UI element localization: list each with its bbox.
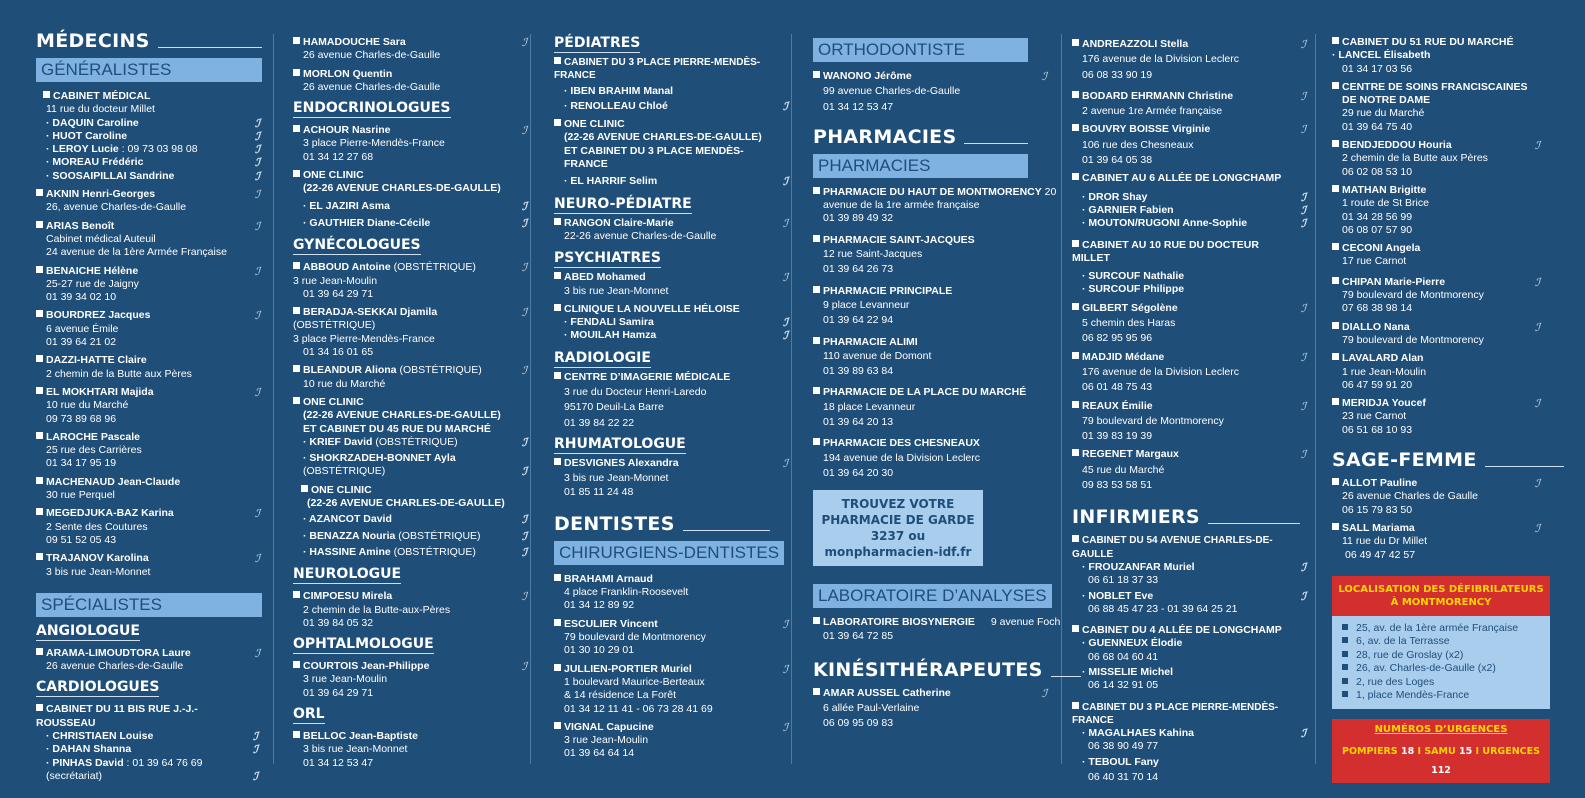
entry-laboratory: LABORATOIRE BIOSYNERGIE 9 avenue Foch 01 39 64 72 85 xyxy=(813,616,1053,643)
accessibility-icon: ℐ xyxy=(254,219,260,233)
entry-doctor: MACHENAUD Jean-Claude 30 rue Perquel xyxy=(36,476,262,503)
accessibility-icon: ℐ xyxy=(254,309,260,323)
accessibility-icon: ℐ xyxy=(521,590,527,604)
entry-kine: BOUVRY BOISSE Virginie 106 rue des Chesneaux 01 39 64 05 38 ℐ xyxy=(1072,123,1308,167)
defibrillator-location: 6, av. de la Terrasse xyxy=(1342,635,1540,649)
entry-pharmacy: PHARMACIE SAINT-JACQUES 12 rue Saint-Jacques 01 39 64 26 73 xyxy=(813,234,1053,277)
entry-dentist: BRAHAMI Arnaud 4 place Franklin-Roosevelt 01 34 12 89 92 xyxy=(554,573,790,613)
member: · LEROY Lucie : 09 73 03 98 08 ℐ xyxy=(43,143,246,156)
accessibility-icon: ℐ xyxy=(1300,38,1306,51)
section-title-infirmiers: INFIRMIERS xyxy=(1072,506,1300,528)
accessibility-icon: ℐ xyxy=(254,143,260,157)
accessibility-icon: ℐ xyxy=(1300,589,1306,603)
column-6 xyxy=(1332,36,1560,783)
entry-doctor: CIMPOESU Mirela 2 chemin de la Butte-aux-Pères 01 39 84 05 32 ℐ xyxy=(293,590,529,630)
column-4 xyxy=(813,38,1061,736)
accessibility-icon: ℐ xyxy=(782,271,788,285)
entry-doctor: ARAMA-LIMOUDTORA Laure 26 avenue Charles-de-Gaulle ℐ xyxy=(36,647,262,674)
band-orthodontiste: ORTHODONTISTE xyxy=(813,38,1028,62)
accessibility-icon: ℐ xyxy=(521,529,527,543)
accessibility-icon: ℐ xyxy=(1300,203,1306,217)
entry-midwife: ALLOT Pauline 26 avenue Charles de Gaulle 06 15 79 83 50 ℐ xyxy=(1332,477,1560,517)
accessibility-icon: ℐ xyxy=(521,261,527,275)
entry-doctor: BERADJA-SEKKAI Djamila (OBSTÉTRIQUE) 3 place Pierre-Mendès-France 01 34 16 01 65 ℐ xyxy=(293,306,527,359)
entry-cabinet-cardio: CABINET DU 11 BIS RUE J.-J.-ROUSSEAU · CHRISTIAEN Louise ℐ · DAHAN Shanna ℐ · PINHAS David : 01 39 64 76 69 (secrétariat) ℐ xyxy=(36,703,262,783)
section-title-pharmacies: PHARMACIES xyxy=(813,126,1028,148)
entry-clinic: CLINIQUE LA NOUVELLE HÉLOISE · FENDALI Samira ℐ · MOUILAH Hamza ℐ xyxy=(554,303,790,343)
entry-kine: GILBERT Ségolène 5 chemin des Haras 06 82 95 95 96 ℐ xyxy=(1072,302,1308,346)
entry-nurse: DIALLO Nana 79 boulevard de Montmorency ℐ xyxy=(1332,321,1560,348)
entry-pharmacy: PHARMACIE DU HAUT DE MONTMORENCY 20 avenue de la 1re armée française 01 39 89 49 32 xyxy=(813,186,1053,226)
accessibility-icon: ℐ xyxy=(1300,350,1306,364)
entry-dentist: VIGNAL Capucine 3 rue Jean-Moulin 01 39 64 64 14 ℐ xyxy=(554,721,790,761)
subsection-gynecologues: GYNÉCOLOGUES xyxy=(293,237,421,254)
accessibility-icon: ℐ xyxy=(782,617,788,631)
accessibility-icon: ℐ xyxy=(254,264,260,278)
accessibility-icon: ℐ xyxy=(254,188,260,202)
entry-doctor: EL MOKHTARI Majida 10 rue du Marché 09 73 89 68 96 ℐ xyxy=(36,386,262,426)
entry-pharmacy: PHARMACIE PRINCIPALE 9 place Levanneur 01 39 64 22 94 xyxy=(813,285,1053,328)
entry-kine: REGENET Margaux 45 rue du Marché 09 83 53 58 51 ℐ xyxy=(1072,448,1308,492)
pharmacie-de-garde-callout: TROUVEZ VOTRE PHARMACIE DE GARDE 3237 ou monpharmacien-idf.fr xyxy=(813,490,983,566)
accessibility-icon: ℐ xyxy=(1534,139,1540,153)
subsection-psychiatres: PSYCHIATRES xyxy=(554,250,661,267)
defibrillator-location: 1, place Mendès-France xyxy=(1342,689,1540,703)
entry-nurse: CECONI Angela 17 rue Carnot xyxy=(1332,242,1560,269)
entry-clinic: ONE CLINIC (22-26 AVENUE CHARLES-DE-GAULLE) · EL JAZIRI Asma ℐ · GAUTHIER Diane-Cécile ℐ xyxy=(293,169,529,230)
entry-doctor: RANGON Claire-Marie 22-26 avenue Charles-de-Gaulle ℐ xyxy=(554,217,790,244)
section-title-medecins: MÉDECINS xyxy=(36,30,262,52)
subsection-neurologue: NEUROLOGUE xyxy=(293,566,402,583)
accessibility-icon: ℐ xyxy=(254,156,260,170)
accessibility-icon: ℐ xyxy=(254,116,260,130)
accessibility-icon: ℐ xyxy=(521,216,527,230)
accessibility-icon: ℐ xyxy=(1300,448,1306,462)
accessibility-icon: ℐ xyxy=(254,169,260,183)
accessibility-icon: ℐ xyxy=(521,545,527,559)
accessibility-icon: ℐ xyxy=(1300,560,1306,574)
defibrillator-location: 26, av. Charles-de-Gaulle (x2) xyxy=(1342,662,1540,676)
entry-kine: REAUX Émilie 79 boulevard de Montmorency 01 39 83 19 39 ℐ xyxy=(1072,400,1308,444)
accessibility-icon: ℐ xyxy=(521,435,527,449)
entry-doctor: ARIAS Benoît Cabinet médical Auteuil 24 avenue de la 1ère Armée Française ℐ xyxy=(36,220,262,260)
entry-doctor: BLEANDUR Aliona (OBSTÉTRIQUE) 10 rue du Marché ℐ xyxy=(293,364,529,391)
entry-nurse: LAVALARD Alan 1 rue Jean-Moulin 06 47 59 91 20 xyxy=(1332,352,1560,392)
member: · DAQUIN Caroline ℐ xyxy=(43,117,246,130)
accessibility-icon: ℐ xyxy=(252,729,258,743)
accessibility-icon: ℐ xyxy=(1534,521,1540,535)
accessibility-icon: ℐ xyxy=(254,646,260,660)
entry-centre: CENTRE DE SOINS FRANCISCAINES DE NOTRE DAME 29 rue du Marché 01 39 64 75 40 xyxy=(1332,81,1560,134)
samu-number: 15 xyxy=(1459,745,1473,757)
accessibility-icon: ℐ xyxy=(1300,217,1306,231)
subsection-neuropediatre: NEURO-PÉDIATRE xyxy=(554,195,692,212)
entry-kine: MADJID Médane 176 avenue de la Division Leclerc 06 01 48 75 43 ℐ xyxy=(1072,351,1308,395)
accessibility-icon: ℐ xyxy=(254,552,260,566)
accessibility-icon: ℐ xyxy=(1300,123,1306,137)
entry-doctor: HAMADOUCHE Sara 26 avenue Charles-de-Gaulle ℐ xyxy=(293,36,529,63)
entry-doctor: AKNIN Henri-Georges 26, avenue Charles-de-Gaulle ℐ xyxy=(36,188,262,215)
entry-doctor: ACHOUR Nasrine 3 place Pierre-Mendès-France 01 34 12 27 68 ℐ xyxy=(293,124,529,164)
subsection-ophtalmologue: OPHTALMOLOGUE xyxy=(293,636,434,653)
column-divider xyxy=(791,34,792,764)
subsection-radiologie: RADIOLOGIE xyxy=(554,349,651,366)
entry-kine: ANDREAZZOLI Stella 176 avenue de la Division Leclerc 06 08 33 90 19 ℐ xyxy=(1072,38,1308,82)
entry-nurse: MATHAN Brigitte 1 route de St Brice 01 34 28 56 99 06 08 07 57 90 xyxy=(1332,184,1560,237)
entry-cabinet: CABINET DU 4 ALLÉE DE LONGCHAMP · GUENNEUX Élodie 06 68 04 60 41 · MISSELIE Michel 06 14 32 91 05 xyxy=(1072,624,1308,692)
accessibility-icon: ℐ xyxy=(521,465,527,479)
entry-cabinet: CABINET DU 54 AVENUE CHARLES-DE-GAULLE · FROUZANFAR Muriel ℐ 06 61 18 37 33 · NOBLET Eve ℐ 06 88 45 47 23 - 01 39 64 25 21 xyxy=(1072,534,1308,616)
entry-pharmacy: PHARMACIE DE LA PLACE DU MARCHÉ 18 place Levanneur 01 39 64 20 13 xyxy=(813,386,1053,429)
accessibility-icon: ℐ xyxy=(521,660,527,674)
accessibility-icon: ℐ xyxy=(252,769,258,783)
emergency-numbers-box: NUMÉROS D’URGENCES POMPIERS 18 I SAMU 15 I URGENCES 112 xyxy=(1332,719,1550,783)
subsection-rhumatologue: RHUMATOLOGUE xyxy=(554,435,686,452)
entry-dentist: ESCULIER Vincent 79 boulevard de Montmorency 01 30 10 29 01 ℐ xyxy=(554,618,790,658)
accessibility-icon: ℐ xyxy=(782,216,788,230)
accessibility-icon: ℐ xyxy=(782,99,788,113)
accessibility-icon: ℐ xyxy=(521,513,527,527)
accessibility-icon: ℐ xyxy=(1534,275,1540,289)
entry-midwife: SALL Mariama 11 rue du Dr Millet 06 49 47 42 57 ℐ xyxy=(1332,522,1560,562)
accessibility-icon: ℐ xyxy=(782,316,788,330)
entry-pharmacy: PHARMACIE ALIMI 110 avenue de Domont 01 39 89 63 84 xyxy=(813,336,1053,379)
column-divider xyxy=(1315,34,1316,764)
entry-cabinet: CABINET DU 3 PLACE PIERRE-MENDÈS-FRANCE · IBEN BRAHIM Manal · RENOLLEAU Chloé ℐ xyxy=(554,56,790,113)
accessibility-icon: ℐ xyxy=(254,507,260,521)
entry-kine: BODARD EHRMANN Christine 2 avenue 1re Armée française ℐ xyxy=(1072,90,1308,119)
entry-cabinet-medical: CABINET MÉDICAL 11 rue du docteur Millet · DAQUIN Caroline ℐ · HUOT Caroline ℐ · LEROY Lucie : 09 73 03 98 08 ℐ · MOREAU Frédéric ℐ · SOOSAIPILLAI Sandrine ℐ xyxy=(36,90,262,183)
accessibility-icon: ℐ xyxy=(1300,89,1306,103)
accessibility-icon: ℐ xyxy=(521,364,527,378)
accessibility-icon: ℐ xyxy=(1300,399,1306,413)
entry-doctor: MEGEDJUKA-BAZ Karina 2 Sente des Coutures 09 51 52 05 43 ℐ xyxy=(36,507,262,547)
accessibility-icon: ℐ xyxy=(521,306,527,320)
entry-orthodontist: WANONO Jérôme 99 avenue Charles-de-Gaulle 01 34 12 53 47 ℐ xyxy=(813,70,1053,114)
entry-center: CENTRE D’IMAGERIE MÉDICALE 3 rue du Docteur Henri-Laredo 95170 Deuil-La Barre 01 39 84 22 22 xyxy=(554,371,790,430)
entry-clinic-members: · AZANCOT David ℐ · BENAZZA Nouria (OBSTÉTRIQUE) ℐ · HASSINE Amine (OBSTÉTRIQUE) ℐ xyxy=(293,513,529,559)
entry-clinic: ONE CLINIC (22-26 AVENUE CHARLES-DE-GAULLE) ET CABINET DU 45 RUE DU MARCHÉ · KRIEF David (OBSTÉTRIQUE) ℐ · SHOKRZADEH-BONNET Ayla (OBSTÉTRIQUE) ℐ xyxy=(293,396,529,479)
subsection-endocrinologues: ENDOCRINOLOGUES xyxy=(293,100,451,117)
entry-doctor: LAROCHE Pascale 25 rue des Carrières 01 34 17 95 19 xyxy=(36,431,262,471)
accessibility-icon: ℐ xyxy=(782,662,788,676)
band-pharmacies: PHARMACIES xyxy=(813,154,1028,178)
accessibility-icon: ℐ xyxy=(782,720,788,734)
defibrillator-location: 25, av. de la 1ère armée Française xyxy=(1342,622,1540,636)
column-2 xyxy=(293,36,529,775)
entry-nurse: MERIDJA Youcef 23 rue Carnot 06 51 68 10 93 ℐ xyxy=(1332,397,1560,437)
subsection-pediatres: PÉDIATRES xyxy=(554,35,641,51)
member: · HUOT Caroline ℐ xyxy=(43,130,246,143)
section-title-sage-femme: SAGE-FEMME xyxy=(1332,449,1564,471)
accessibility-icon: ℐ xyxy=(1300,727,1306,741)
entry-doctor: MORLON Quentin 26 avenue Charles-de-Gaulle xyxy=(293,68,529,95)
entry-cabinet: CABINET DU 51 RUE DU MARCHÉ · LANCEL Élisabeth 01 34 17 03 56 xyxy=(1332,36,1560,76)
pompiers-number: 18 xyxy=(1400,745,1415,757)
column-divider xyxy=(1061,34,1062,764)
defibrillator-box xyxy=(1332,576,1550,709)
column-divider xyxy=(273,34,274,764)
accessibility-icon: ℐ xyxy=(1041,686,1047,700)
accessibility-icon: ℐ xyxy=(521,124,527,138)
pharmacie-link[interactable]: monpharmacien-idf.fr xyxy=(824,545,972,560)
entry-cabinet: CABINET AU 10 RUE DU DOCTEUR MILLET · SURCOUF Nathalie · SURCOUF Philippe xyxy=(1072,239,1308,297)
section-title-dentistes: DENTISTES xyxy=(554,513,770,535)
accessibility-icon: ℐ xyxy=(782,175,788,189)
accessibility-icon: ℐ xyxy=(254,129,260,143)
entry-doctor: ABBOUD Antoine (OBSTÉTRIQUE) 3 rue Jean-Moulin 01 39 64 29 71 ℐ xyxy=(293,261,527,300)
defibrillator-list xyxy=(1332,616,1550,709)
entry-doctor: ABED Mohamed 3 bis rue Jean-Monnet ℐ xyxy=(554,271,790,298)
accessibility-icon: ℐ xyxy=(1534,477,1540,491)
entry-nurse: BENDJEDDOU Houria 2 chemin de la Butte aux Pères 06 02 08 53 10 ℐ xyxy=(1332,139,1560,179)
accessibility-icon: ℐ xyxy=(521,36,527,49)
accessibility-icon: ℐ xyxy=(1534,320,1540,334)
accessibility-icon: ℐ xyxy=(521,199,527,213)
entry-doctor: BELLOC Jean-Baptiste 3 bis rue Jean-Monnet 01 34 12 53 47 xyxy=(293,730,529,770)
entry-doctor: DESVIGNES Alexandra 3 bis rue Jean-Monnet 01 85 11 24 48 ℐ xyxy=(554,457,790,499)
accessibility-icon: ℐ xyxy=(782,456,788,470)
entry-doctor: COURTOIS Jean-Philippe 3 rue Jean-Moulin 01 39 64 29 71 ℐ xyxy=(293,660,529,700)
section-title-kinesitherapeutes: KINÉSITHÉRAPEUTES xyxy=(813,659,1058,681)
entry-pharmacy: PHARMACIE DES CHESNEAUX 194 avenue de la Division Leclerc 01 39 64 20 30 xyxy=(813,437,1053,480)
accessibility-icon: ℐ xyxy=(254,385,260,399)
band-generalistes: GÉNÉRALISTES xyxy=(36,58,262,82)
subsection-angiologue: ANGIOLOGUE xyxy=(36,622,140,639)
defibrillator-location: 2, rue des Loges xyxy=(1342,676,1540,690)
entry-clinic: ONE CLINIC (22-26 AVENUE CHARLES-DE-GAULLE) ET CABINET DU 3 PLACE MENDÈS-FRANCE · EL HARRIF Selim ℐ xyxy=(554,118,790,188)
entry-doctor: DAZZI-HATTE Claire 2 chemin de la Butte aux Pères xyxy=(36,354,262,381)
accessibility-icon: ℐ xyxy=(782,329,788,343)
entry-nurse: CHIPAN Marie-Pierre 79 boulevard de Montmorency 07 68 38 98 14 ℐ xyxy=(1332,276,1560,316)
accessibility-icon: ℐ xyxy=(252,743,258,757)
defibrillator-title: LOCALISATION DES DÉFIBRILATEURS À MONTMORENCY xyxy=(1332,576,1550,616)
accessibility-icon: ℐ xyxy=(1300,301,1306,315)
accessibility-icon: ℐ xyxy=(1300,190,1306,204)
accessibility-icon: ℐ xyxy=(1534,397,1540,411)
band-chirurgiens-dentistes: CHIRURGIENS-DENTISTES xyxy=(554,541,784,565)
defibrillator-location: 28, rue de Groslay (x2) xyxy=(1342,649,1540,663)
urgences-number: 112 xyxy=(1431,764,1451,776)
entry-cabinet: CABINET DU 3 PLACE PIERRE-MENDÈS-FRANCE · MAGALHAES Kahina ℐ 06 38 90 49 77 · TEBOUL Fany 06 40 31 70 14 xyxy=(1072,701,1308,785)
entry-clinic: ONE CLINIC (22-26 AVENUE CHARLES-DE-GAULLE) xyxy=(293,484,529,511)
member: · MOREAU Frédéric ℐ xyxy=(43,156,246,169)
entry-cabinet: CABINET AU 6 ALLÉE DE LONGCHAMP · DROR Shay ℐ · GARNIER Fabien ℐ · MOUTON/RUGONI Anne-Sophie ℐ xyxy=(1072,172,1308,230)
entry-dentist: JULLIEN-PORTIER Muriel 1 boulevard Maurice-Berteaux & 14 résidence La Forêt 01 34 12 11 41 - 06 73 28 41 69 ℐ xyxy=(554,663,790,716)
accessibility-icon: ℐ xyxy=(1041,70,1047,83)
column-3 xyxy=(554,34,790,766)
subsection-orl: ORL xyxy=(293,705,325,722)
column-5 xyxy=(1072,38,1308,789)
column-1 xyxy=(36,30,262,788)
entry-doctor: BOURDREZ Jacques 6 avenue Émile 01 39 64 21 02 ℐ xyxy=(36,309,262,349)
band-laboratoire: LABORATOIRE D’ANALYSES xyxy=(813,584,1052,608)
entry-doctor: TRAJANOV Karolina 3 bis rue Jean-Monnet ℐ xyxy=(36,552,262,579)
subsection-cardiologues: CARDIOLOGUES xyxy=(36,679,160,696)
entry-kine: AMAR AUSSEL Catherine 6 allée Paul-Verlaine 06 09 95 09 83 ℐ xyxy=(813,687,1053,731)
entry-doctor: BENAICHE Hélène 25-27 rue de Jaigny 01 39 34 02 10 ℐ xyxy=(36,265,262,305)
band-specialistes: SPÉCIALISTES xyxy=(36,593,262,617)
column-divider xyxy=(530,34,531,764)
member: · SOOSAIPILLAI Sandrine ℐ xyxy=(43,170,246,183)
